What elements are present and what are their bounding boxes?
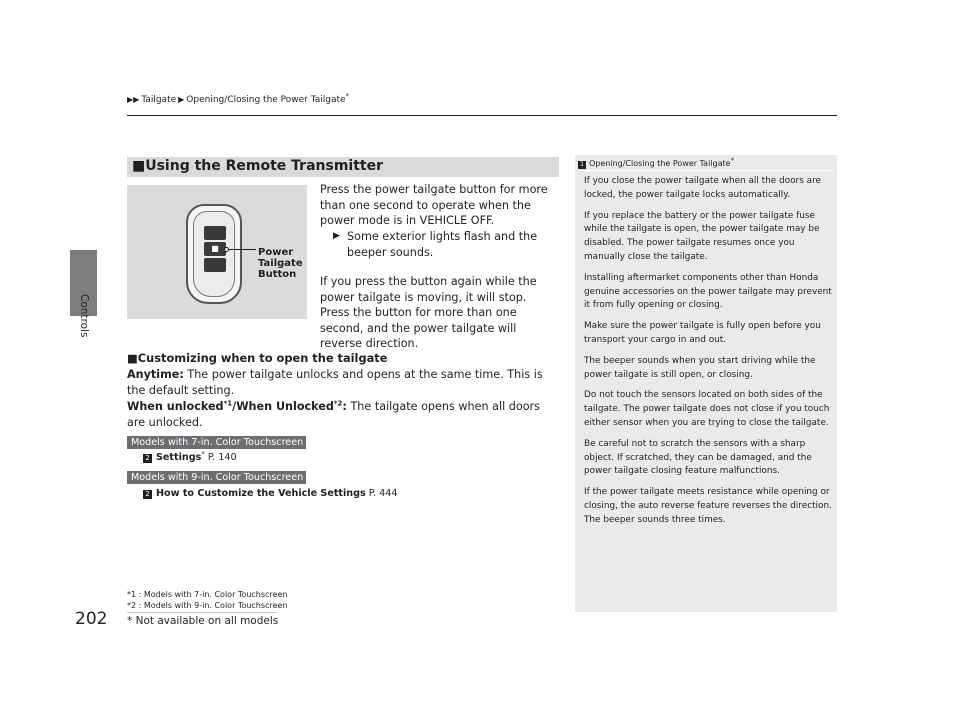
- sidebar-paragraph: Be careful not to scratch the sensors with a sharp object. If scratched, they can be damaged, and the power tailgate closing feature malfunctions.: [584, 438, 812, 477]
- when-unlocked-colon: :: [342, 400, 347, 413]
- xref-customize-link[interactable]: [143, 488, 397, 499]
- anytime-text: The power tailgate unlocks and opens at the same time. This is the default setting.: [127, 368, 543, 397]
- model-tag-9in: Models with 9-in. Color Touchscreen: [127, 471, 306, 484]
- sidebar-paragraph: The beeper sounds when you start driving while the power tailgate is still open, or closing.: [584, 355, 816, 380]
- section-title-text: Using the Remote Transmitter: [145, 158, 384, 174]
- when-unlocked-option: [127, 399, 547, 430]
- reverse-paragraph: If you press the button again while the power tailgate is moving, it will stop. Press the button for more than one second, and the power tailgate will reverse direction.: [320, 275, 537, 350]
- chapter-side-label: Controls: [78, 294, 90, 338]
- sidebar-title-mark: *: [730, 156, 735, 165]
- xref-settings-link[interactable]: [143, 449, 237, 463]
- sidebar-paragraph: If you close the power tailgate when all the doors are locked, the power tailgate locks automatically.: [584, 176, 821, 200]
- xref-customize-page: P. 444: [365, 488, 398, 499]
- breadcrumb-arrow-icon: ▶: [178, 95, 185, 104]
- page-number: 202: [75, 609, 108, 629]
- subsection-bullet-icon: ■: [127, 351, 138, 365]
- breadcrumb-arrow-icon: ▶▶: [127, 95, 140, 104]
- sidebar-title-text: Opening/Closing the Power Tailgate: [589, 159, 731, 168]
- breadcrumb-topic-mark: *: [345, 92, 350, 100]
- xref-settings-label: Settings: [156, 452, 202, 463]
- availability-note: * Not available on all models: [127, 615, 279, 627]
- sidebar-note-icon: 1: [578, 161, 586, 169]
- sidebar-paragraph: If the power tailgate meets resistance while opening or closing, the auto reverse feature reverses the direction. The beeper sounds three times.: [584, 487, 832, 525]
- instruction-paragraph: Press the power tailgate button for more than one second to operate when the power mode is in VEHICLE OFF.: [320, 183, 548, 227]
- fob-unlock-button-icon: [204, 258, 226, 272]
- footnote-ref-2: *2: [333, 399, 343, 408]
- when-unlocked-label-a: When unlocked: [127, 400, 224, 413]
- anytime-label: Anytime:: [127, 368, 184, 381]
- when-unlocked-text: The tailgate opens when all doors are unlocked.: [127, 400, 540, 429]
- sidebar-paragraph: If you replace the battery or the power tailgate fuse while the tailgate is open, the power tailgate may be disabled. The power tailgate resumes once you manually close the tailgate.: [584, 210, 820, 262]
- breadcrumb-section[interactable]: Tailgate: [141, 95, 177, 105]
- sidebar-paragraph: Make sure the power tailgate is fully open before you transport your cargo in and out.: [584, 321, 821, 345]
- breadcrumb-topic[interactable]: Opening/Closing the Power Tailgate: [186, 95, 346, 105]
- xref-icon: 2: [143, 490, 152, 499]
- header-divider: [127, 115, 837, 116]
- fob-lock-button-icon: [204, 226, 226, 240]
- tailgate-glyph-icon: ■: [211, 244, 219, 253]
- xref-customize-label: How to Customize the Vehicle Settings: [156, 488, 366, 499]
- footnote-ref-1: *1: [223, 399, 233, 408]
- when-unlocked-label: [127, 400, 347, 413]
- footer-divider: [127, 612, 277, 613]
- section-title: [132, 158, 383, 174]
- sidebar-divider: [583, 170, 833, 171]
- subsection-heading: [127, 351, 387, 365]
- callout-leader-line: [226, 249, 256, 250]
- xref-icon: 2: [143, 454, 152, 463]
- callout-dot-icon: [224, 247, 229, 252]
- footnote-2: *2 : Models with 9-in. Color Touchscreen: [127, 601, 288, 610]
- breadcrumb: [127, 92, 350, 105]
- sidebar-title: [578, 156, 735, 169]
- sidebar-body: [584, 175, 832, 535]
- anytime-option: [127, 367, 547, 398]
- xref-settings-mark: *: [201, 449, 205, 458]
- xref-settings-page: P. 140: [204, 452, 237, 463]
- footnote-1: *1 : Models with 7-in. Color Touchscreen: [127, 590, 288, 599]
- instruction-result-text: Some exterior lights flash and the beeper sounds.: [347, 230, 538, 259]
- sidebar-paragraph: Installing aftermarket components other than Honda genuine accessories on the power tailgate may prevent it from fully opening or closing.: [584, 272, 832, 311]
- result-arrow-icon: ▶: [333, 231, 340, 241]
- subsection-heading-text: Customizing when to open the tailgate: [137, 351, 388, 365]
- when-unlocked-label-b: /When Unlocked: [232, 400, 334, 413]
- instruction-result: [333, 229, 558, 260]
- callout-label: Power Tailgate Button: [258, 247, 303, 280]
- sidebar-paragraph: Do not touch the sensors located on both sides of the tailgate. The power tailgate does not close if you touch either sensor when you are trying to close the tailgate.: [584, 390, 830, 428]
- section-bullet-icon: ■: [132, 158, 146, 174]
- model-tag-7in: Models with 7-in. Color Touchscreen: [127, 436, 306, 449]
